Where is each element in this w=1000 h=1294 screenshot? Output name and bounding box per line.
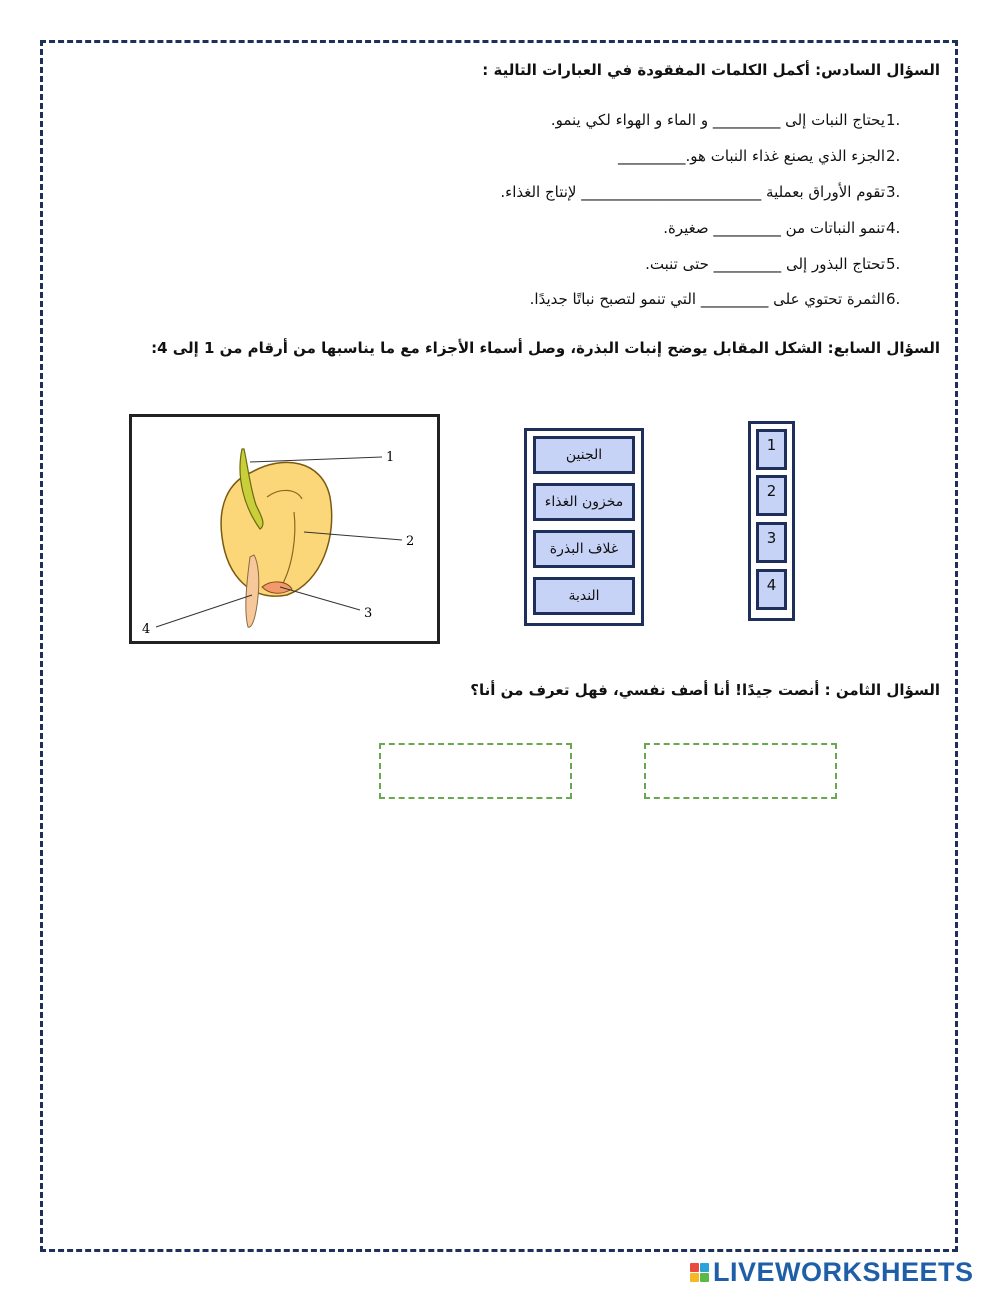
q6-item4-number: 4.: [886, 219, 901, 237]
figure-label-2: 2: [406, 534, 415, 549]
q6-item2-text: الجزء الذي يصنع غذاء النبات هو._________: [618, 147, 885, 165]
figure-label-3: 3: [364, 606, 373, 621]
number-2[interactable]: 2: [756, 475, 787, 516]
number-1[interactable]: 1: [756, 429, 787, 470]
q6-item3-number: 3.: [886, 183, 901, 201]
figure-label-1: 1: [386, 450, 395, 465]
q6-item5-text: تحتاج البذور إلى _________ حتى تنبت.: [645, 255, 885, 273]
q6-item5-number: 5.: [886, 255, 901, 273]
part-seed-coat[interactable]: غلاف البذرة: [533, 530, 635, 568]
q6-item1-text: يحتاج النبات إلى _________ و الماء و الهواء لكي ينمو.: [550, 111, 885, 129]
part-scar[interactable]: الندبة: [533, 577, 635, 615]
part-food-storage[interactable]: مخزون الغذاء: [533, 483, 635, 521]
q6-item6-number: 6.: [886, 290, 901, 308]
number-3[interactable]: 3: [756, 522, 787, 563]
q6-item3-text: تقوم الأوراق بعملية ________________________ لإنتاج الغذاء.: [500, 183, 885, 201]
parts-list: [524, 428, 644, 626]
q6-item4-text: تنمو النباتات من _________ صغيرة.: [663, 219, 885, 237]
part-embryo[interactable]: الجنين: [533, 436, 635, 474]
brand-name: LIVEWORKSHEETS: [713, 1256, 974, 1287]
q6-item6-text: الثمرة تحتوي على _________ التي تنمو لتصبح نباتًا جديدًا.: [529, 290, 885, 308]
seed-diagram: [132, 417, 437, 641]
question7-title: السؤال السابع: الشكل المقابل يوضح إنبات البذرة، وصل أسماء الأجزاء مع ما يناسبها من أرقام من 1 إلى 4:: [151, 339, 940, 357]
leader-line-1: [250, 457, 382, 462]
figure-label-4: 4: [142, 622, 151, 637]
seed-germination-figure: [129, 414, 440, 644]
leader-line-4: [156, 595, 252, 627]
question6-title: السؤال السادس: أكمل الكلمات المفقودة في العبارات التالية :: [482, 61, 940, 79]
q6-item1-number: 1.: [886, 111, 901, 129]
answer-box-1[interactable]: [644, 743, 837, 799]
answer-box-2[interactable]: [379, 743, 572, 799]
liveworksheets-logo: [690, 1256, 974, 1288]
q6-item2-number: 2.: [886, 147, 901, 165]
numbers-list: [748, 421, 795, 621]
number-4[interactable]: 4: [756, 569, 787, 610]
question8-title: السؤال الثامن : أنصت جيدًا! أنا أصف نفسي، فهل تعرف من أنا؟: [470, 681, 940, 699]
seed-body: [221, 462, 332, 596]
logo-grid-icon: [690, 1263, 709, 1282]
leader-line-3: [280, 587, 360, 610]
